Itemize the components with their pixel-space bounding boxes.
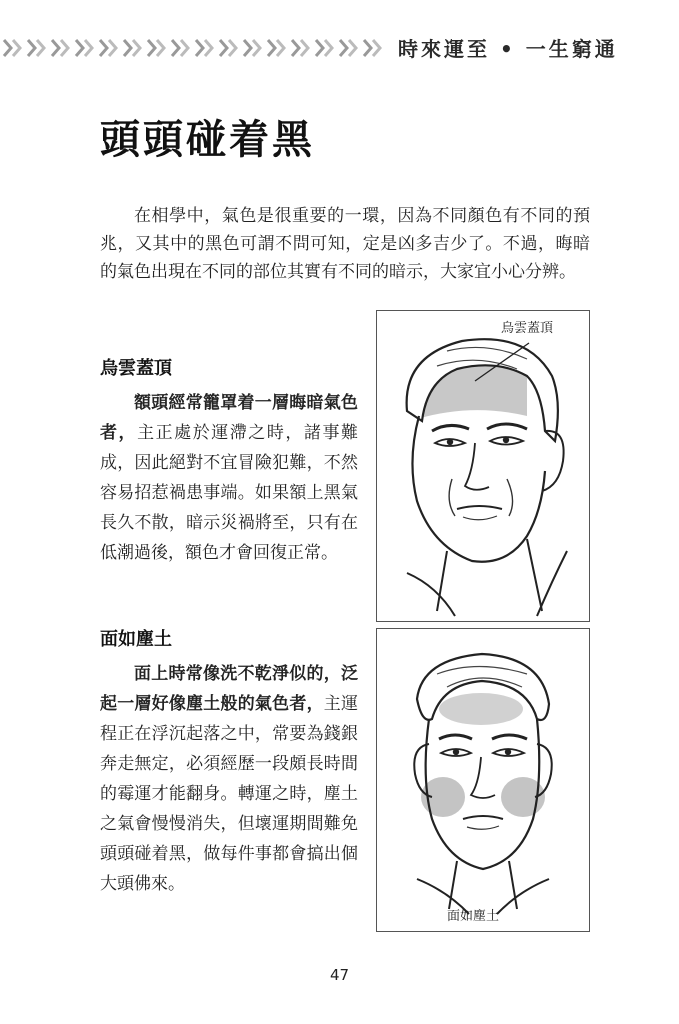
section-text-mianru: 主運程正在浮沉起落之中，常要為錢銀奔走無定，必須經歷一段頗長時間的霉運才能翻身。轉運之時，塵土之氣會慢慢消失，但壞運期間難免頭頭碰着黑，做每件事都會搞出個大頭佛來。 bbox=[100, 694, 359, 894]
intro-paragraph bbox=[100, 202, 590, 286]
figure-frame-mianru bbox=[376, 628, 590, 932]
section-lead-wuyun: 額頭經常籠罩着一層晦暗氣色者， bbox=[100, 393, 358, 443]
section-lead-mianru: 面上時常像洗不乾淨似的，泛起一層好像塵土般的氣色者， bbox=[100, 664, 358, 714]
section-text-wuyun: 主正處於運滯之時，諸事難成，因此絕對不宜冒險犯難，不然容易招惹禍患事端。如果額上黑氣長久不散，暗示災禍將至，只有在低潮過後，額色才會回復正常。 bbox=[100, 423, 359, 563]
figure-frame-wuyun bbox=[376, 310, 590, 622]
header-arrow-decoration bbox=[0, 36, 392, 60]
intro-text: 在相學中，氣色是很重要的一環，因為不同顏色有不同的預兆，又其中的黑色可謂不問可知，定是凶多吉少了。不過，晦暗的氣色出現在不同的部位其實有不同的暗示，大家宜小心分辨。 bbox=[100, 206, 590, 282]
section-body-wuyun bbox=[100, 388, 358, 568]
portrait-illustration-mianru bbox=[377, 629, 589, 931]
figure-caption-wuyun: 烏雲蓋頂 bbox=[501, 321, 554, 336]
page-title: 頭頭碰着黑 bbox=[100, 117, 315, 163]
section-title-mianru: 面如塵土 bbox=[100, 629, 172, 650]
figure-caption-mianru: 面如塵土 bbox=[447, 909, 500, 924]
running-header-title: 時來運至 • 一生窮通 bbox=[398, 37, 618, 61]
portrait-illustration-wuyun bbox=[377, 311, 589, 621]
section-title-wuyun: 烏雲蓋頂 bbox=[100, 358, 172, 379]
page-number: 47 bbox=[329, 966, 350, 984]
section-body-mianru bbox=[100, 659, 358, 899]
